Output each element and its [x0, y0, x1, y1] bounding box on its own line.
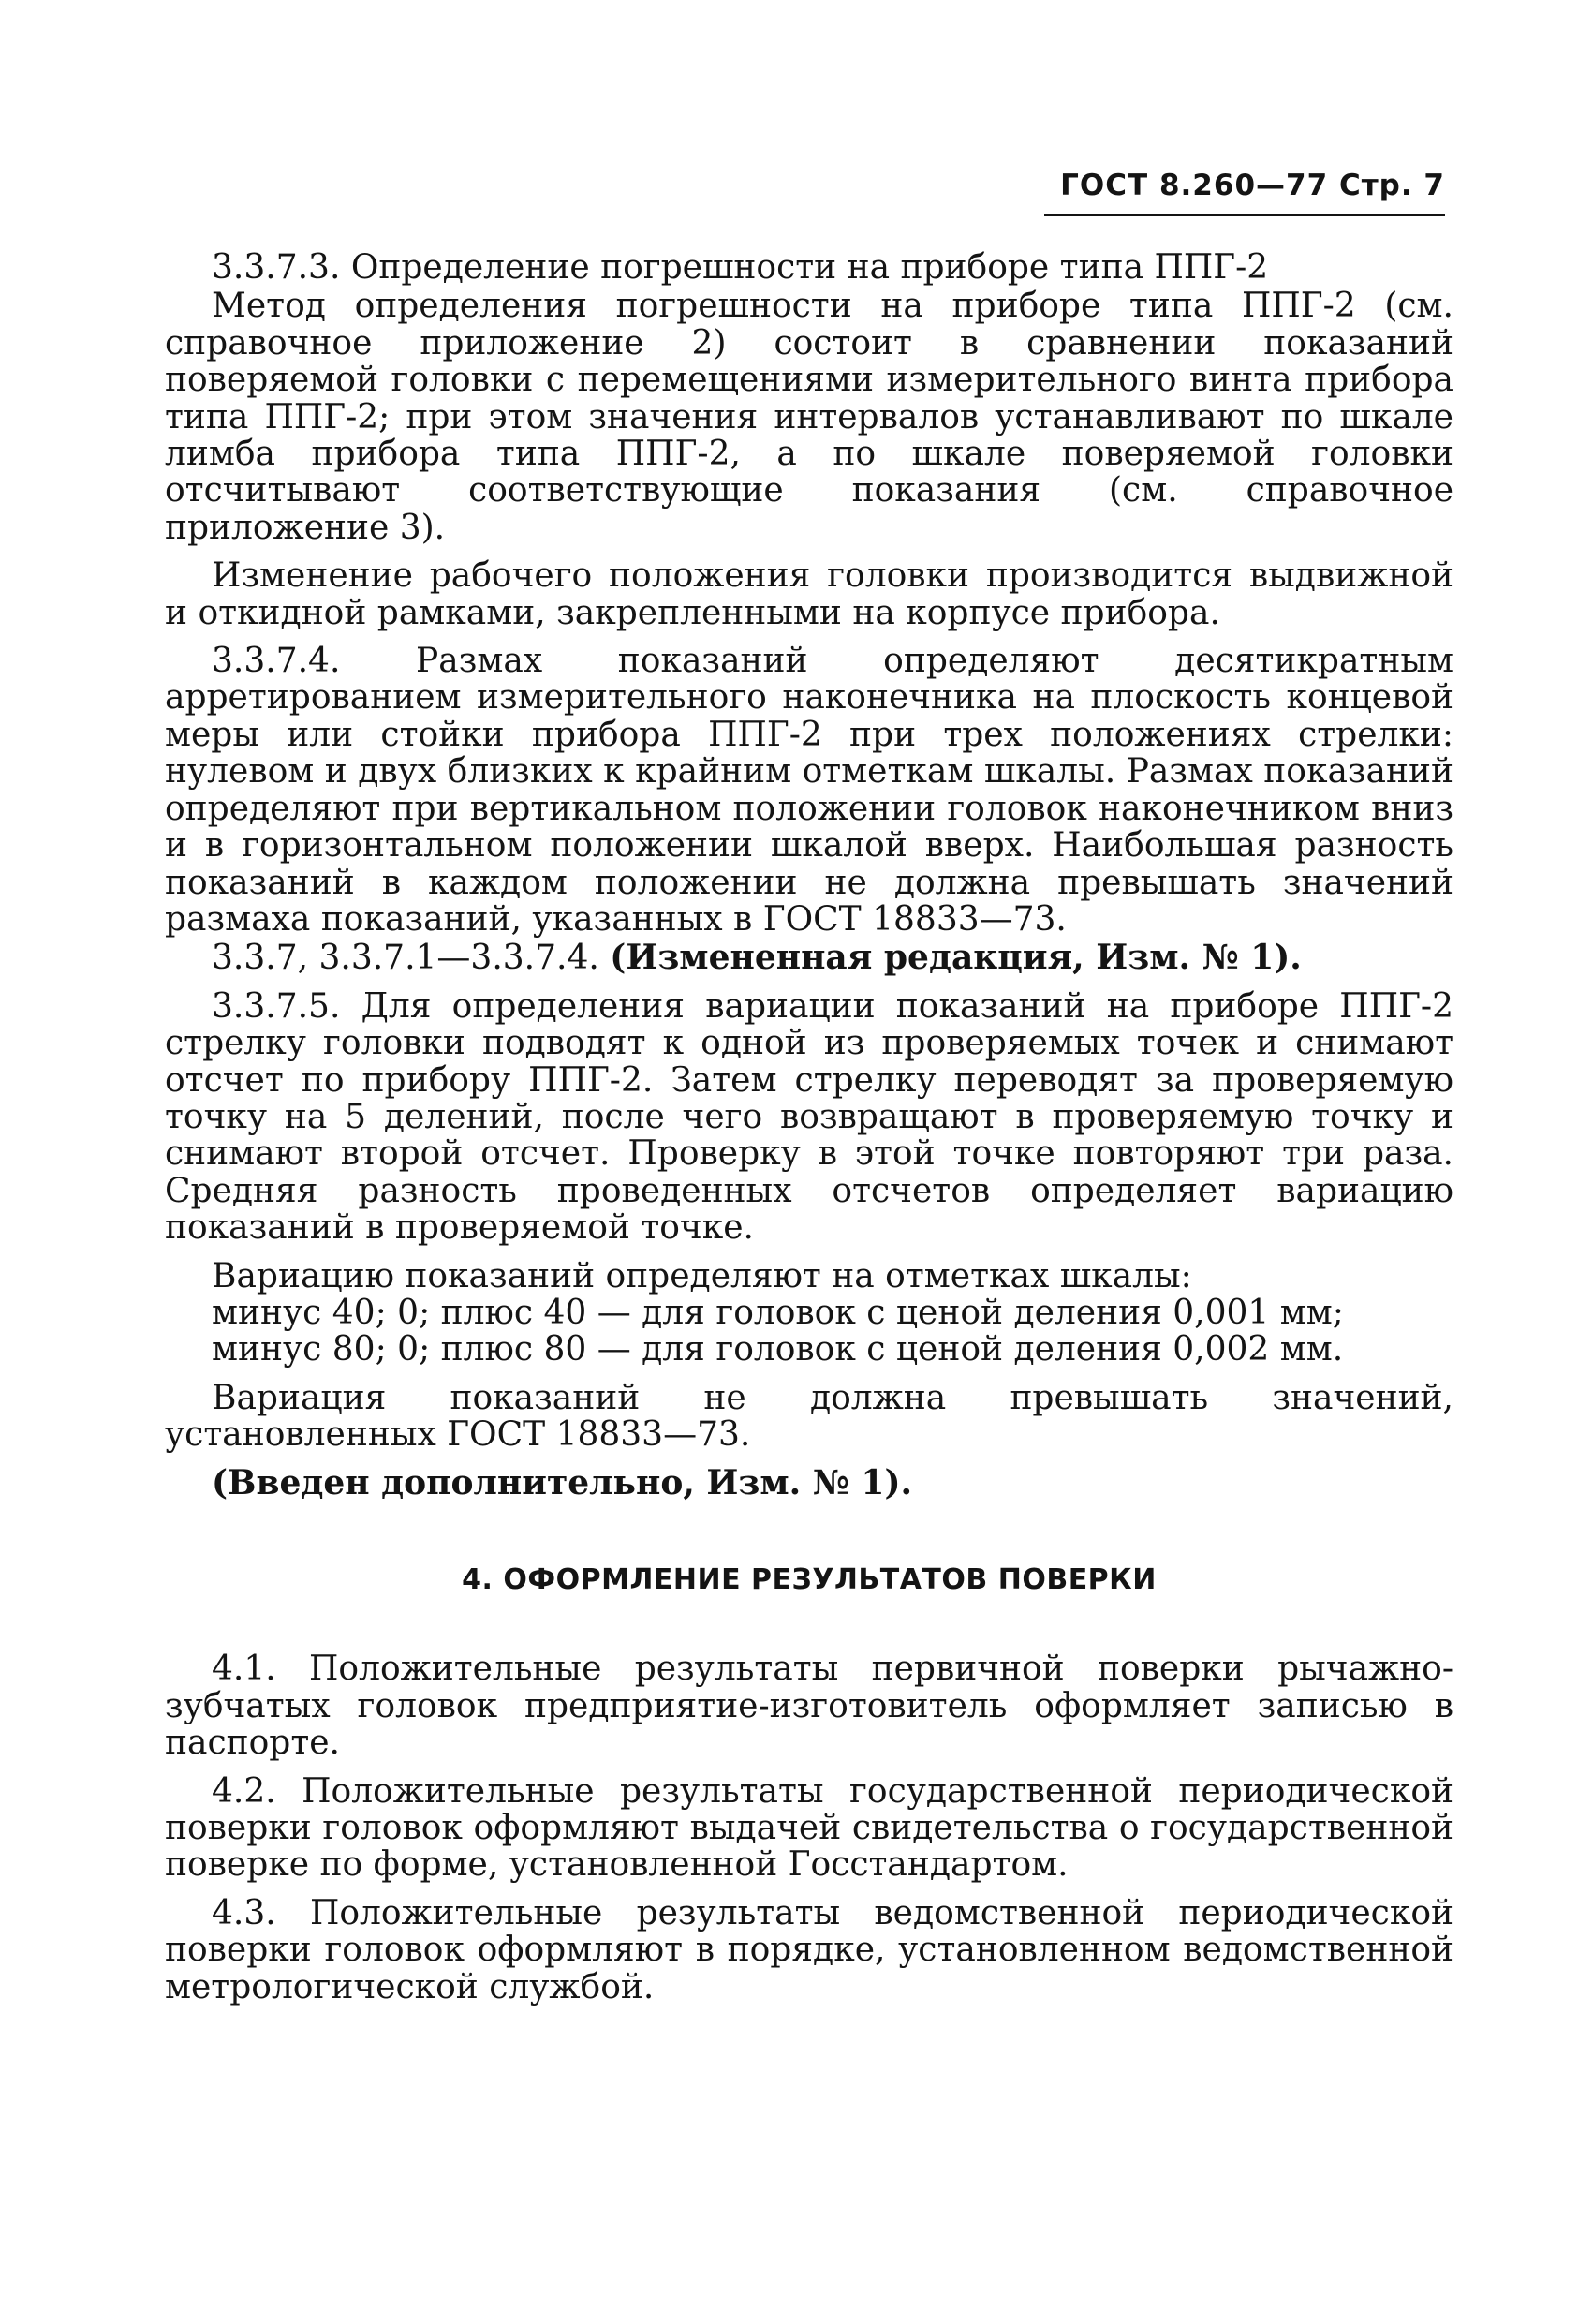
- scale-point-line: минус 40; 0; плюс 40 — для головок с ценой деления 0,001 мм;: [212, 1293, 1344, 1332]
- page-header: ГОСТ 8.260—77 Стр. 7: [1044, 167, 1445, 216]
- paragraph-3-3-7-3-title: 3.3.7.3. Определение погрешности на приборе типа ППГ-2: [212, 248, 1269, 287]
- section-4-title: 4. ОФОРМЛЕНИЕ РЕЗУЛЬТАТОВ ПОВЕРКИ: [462, 1563, 1157, 1596]
- amendment-note-1: [165, 940, 1453, 976]
- section-4-item: 4.3. Положительные результаты ведомственной периодической поверки головок оформляют в порядке, установленном ведомственной метрологической службой.: [165, 1893, 1453, 2006]
- amendment-note-1-bold: (Измененная редакция, Изм. № 1).: [610, 938, 1302, 978]
- paragraph-working-position: Изменение рабочего положения головки производится выдвижной и откидной рамками, закрепленными на корпусе прибора.: [165, 556, 1453, 632]
- section-4-item: 4.2. Положительные результаты государственной периодической поверки головок оформляют выдачей свидетельства о государственной поверке по форме, установленной Госстандартом.: [165, 1771, 1453, 1885]
- section-4-item: 4.1. Положительные результаты первичной поверки рычажно-зубчатых головок предприятие-изготовитель оформляет записью в паспорте.: [165, 1650, 1453, 1763]
- paragraph-variation-limit: Вариация показаний не должна превышать значений, установленных ГОСТ 18833—73.: [165, 1378, 1453, 1455]
- paragraph-method-ppg2: Метод определения погрешности на приборе типа ППГ-2 (см. справочное приложение 2) состоит в сравнении показаний поверяемой головки с перемещениями измерительного винта прибора типа ППГ-2; при этом значения интервалов устанавливают по шкале лимба прибора типа ППГ-2, а по шкале поверяемой головки отсчитывают соответствующие показания (см. справочное приложение 3).: [165, 287, 1453, 547]
- amendment-note-2: (Введен дополнительно, Изм. № 1).: [212, 1462, 913, 1502]
- scale-point-line: минус 80; 0; плюс 80 — для головок с ценой деления 0,002 мм.: [212, 1330, 1344, 1369]
- paragraph-scale-points-intro: Вариацию показаний определяют на отметках шкалы:: [212, 1256, 1192, 1295]
- paragraph-3-3-7-4: 3.3.7.4. Размах показаний определяют десятикратным арретированием измерительного наконечника на плоскость концевой меры или стойки прибора ППГ-2 при трех положениях стрелки: нулевом и двух близких к крайним отметкам шкалы. Размах показаний определяют при вертикальном положении головок наконечником вниз и в горизонтальном положении шкалой вверх. Наибольшая разность показаний в каждом положении не должна превышать значений размаха показаний, указанных в ГОСТ 18833—73.: [165, 642, 1453, 939]
- amendment-note-1-prefix: 3.3.7, 3.3.7.1—3.3.7.4.: [212, 939, 611, 978]
- paragraph-3-3-7-5: 3.3.7.5. Для определения вариации показаний на приборе ППГ-2 стрелку головки подводят к одной из проверяемых точек и снимают отсчет по прибору ППГ-2. Затем стрелку переводят за проверяемую точку на 5 делений, после чего возвращают в проверяемую точку и снимают второй отсчет. Проверку в этой точке повторяют три раза. Средняя разность проведенных отсчетов определяет вариацию показаний в проверяемой точке.: [165, 986, 1453, 1248]
- document-body: [165, 249, 1453, 2017]
